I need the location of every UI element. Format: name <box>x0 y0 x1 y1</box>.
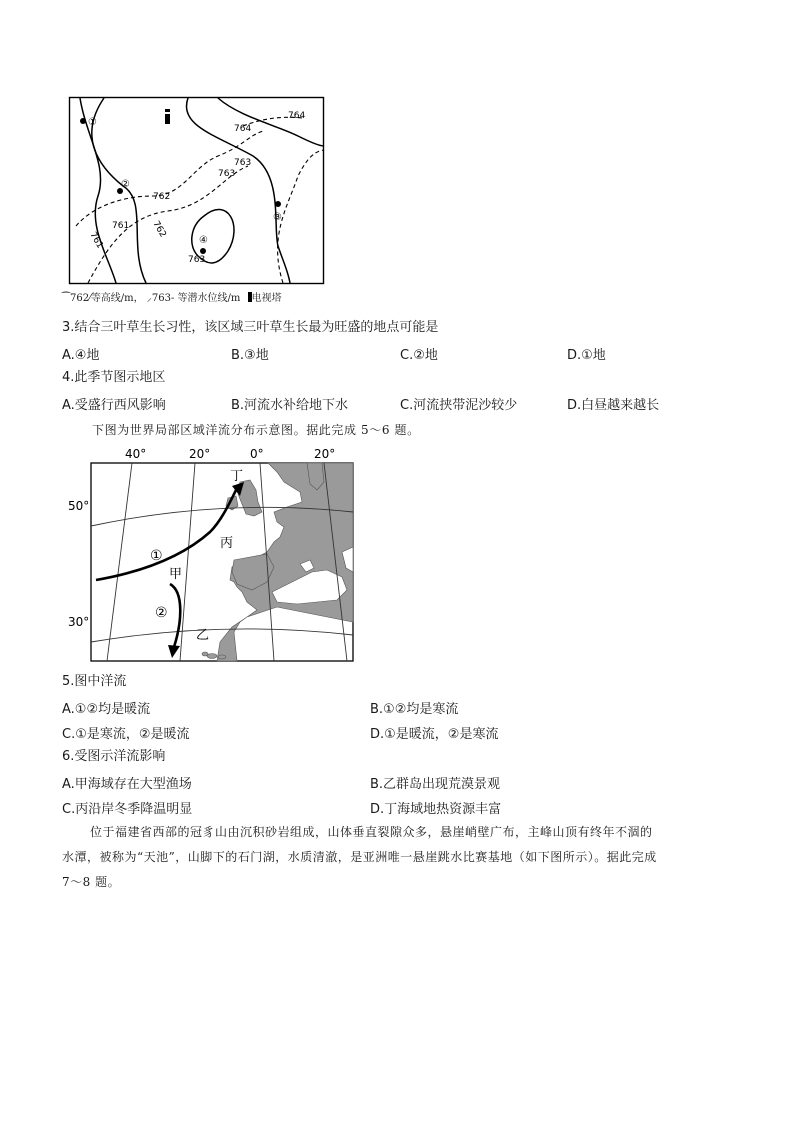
lon-label-0: 0° <box>250 447 264 461</box>
label-ding: 丁 <box>230 469 244 484</box>
water-legend-symbol: ⸝ <box>146 293 152 304</box>
point-1-dot <box>80 118 86 124</box>
label-763-b: 763 <box>218 169 236 179</box>
q4-option-a[interactable]: A.受盛行西风影响 <box>62 398 166 413</box>
legend-tower-desc: 电视塔 <box>251 293 282 304</box>
contour-legend-symbol: ⁀ <box>62 293 71 304</box>
label-761-b: 761 <box>87 230 105 251</box>
passage-line-3: 7～8 题。 <box>62 875 121 889</box>
q5-option-d[interactable]: D.①是暖流，②是寒流 <box>370 727 499 742</box>
q4-option-c[interactable]: C.河流挟带泥沙较少 <box>400 398 518 413</box>
lon-label-40w: 40° <box>125 447 147 461</box>
label-bing: 丙 <box>220 536 234 551</box>
contour-map-legend <box>62 289 282 304</box>
label-761-a: 761 <box>112 221 130 231</box>
land-canary-2 <box>218 655 226 659</box>
lat-label-30: 30° <box>68 615 90 629</box>
land-canary-3 <box>202 652 208 656</box>
label-763-a: 763 <box>234 158 252 168</box>
q6-option-a[interactable]: A.甲海域存在大型渔场 <box>62 777 192 792</box>
ocean-map-figure <box>62 442 358 666</box>
q3-option-c[interactable]: C.②地 <box>400 348 438 363</box>
q4-option-d[interactable]: D.白昼越来越长 <box>567 398 660 413</box>
point-4-dot <box>200 248 206 254</box>
q3-stem: 3.结合三叶草生长习性，该区域三叶草生长最为旺盛的地点可能是 <box>62 320 439 335</box>
label-764: 764 <box>234 124 252 134</box>
passage-line-1: 位于福建省西部的冠豸山由沉积砂岩组成，山体垂直裂隙众多，悬崖峭壁广布，主峰山顶有终年不涸的 <box>90 825 653 839</box>
passage-7-8 <box>62 820 742 895</box>
label-p3: ③ <box>273 212 282 223</box>
legend-contour-symbol: ⁄ <box>89 293 91 304</box>
q3-option-a[interactable]: A.④地 <box>62 348 100 363</box>
intro-q5-6: 下图为世界局部区域洋流分布示意图。据此完成 5～6 题。 <box>92 423 420 437</box>
q5-option-b[interactable]: B.①②均是寒流 <box>370 702 459 717</box>
q6-option-c[interactable]: C.丙沿岸冬季降温明显 <box>62 802 193 817</box>
lon-label-20e: 20° <box>314 447 336 461</box>
tv-tower-icon <box>165 109 170 124</box>
q5-stem: 5.图中洋流 <box>62 674 127 689</box>
label-762-a: 762 <box>153 192 171 202</box>
q5-option-a[interactable]: A.①②均是暖流 <box>62 702 151 717</box>
legend-water-value: 763 <box>151 293 171 304</box>
passage-line-2: 水潭，被称为“天池”，山脚下的石门湖，水质清澈，是亚洲唯一悬崖跳水比赛基地（如下图所示）。据此完成 <box>62 850 657 864</box>
q4-option-b[interactable]: B.河流水补给地下水 <box>231 398 349 413</box>
label-p4: ④ <box>199 235 208 246</box>
q6-option-b[interactable]: B.乙群岛出现荒漠景观 <box>370 777 501 792</box>
legend-water-dash: - <box>170 293 175 304</box>
label-yi: 乙 <box>196 628 210 643</box>
label-current-1: ① <box>150 548 163 564</box>
lon-label-20w: 20° <box>189 447 211 461</box>
point-3-dot <box>275 201 281 207</box>
legend-contour-value: 762 <box>70 293 90 304</box>
q6-stem: 6.受图示洋流影响 <box>62 749 166 764</box>
q5-option-c[interactable]: C.①是寒流，②是暖流 <box>62 727 190 742</box>
q3-option-d[interactable]: D.①地 <box>567 348 606 363</box>
label-p2: ② <box>121 179 130 190</box>
label-p1: ① <box>88 117 97 128</box>
lat-label-50: 50° <box>68 499 90 513</box>
q6-option-d[interactable]: D.丁海域地热资源丰富 <box>370 802 502 817</box>
contour-map-figure <box>68 96 326 286</box>
label-jia: 甲 <box>169 567 183 582</box>
legend-contour-desc: 等高线/m， <box>90 293 144 304</box>
ocean-map-svg <box>62 442 358 666</box>
label-current-2: ② <box>155 605 168 621</box>
label-762-b: 762 <box>150 219 168 240</box>
legend-water-desc: 等潜水位线/m <box>177 293 241 304</box>
contour-map-svg <box>68 96 326 286</box>
label-763-c: 763 <box>188 255 206 265</box>
land-canary-1 <box>207 654 217 659</box>
q4-stem: 4.此季节图示地区 <box>62 370 166 385</box>
label-764-top: 764 <box>288 111 306 121</box>
q3-option-b[interactable]: B.③地 <box>231 348 269 363</box>
